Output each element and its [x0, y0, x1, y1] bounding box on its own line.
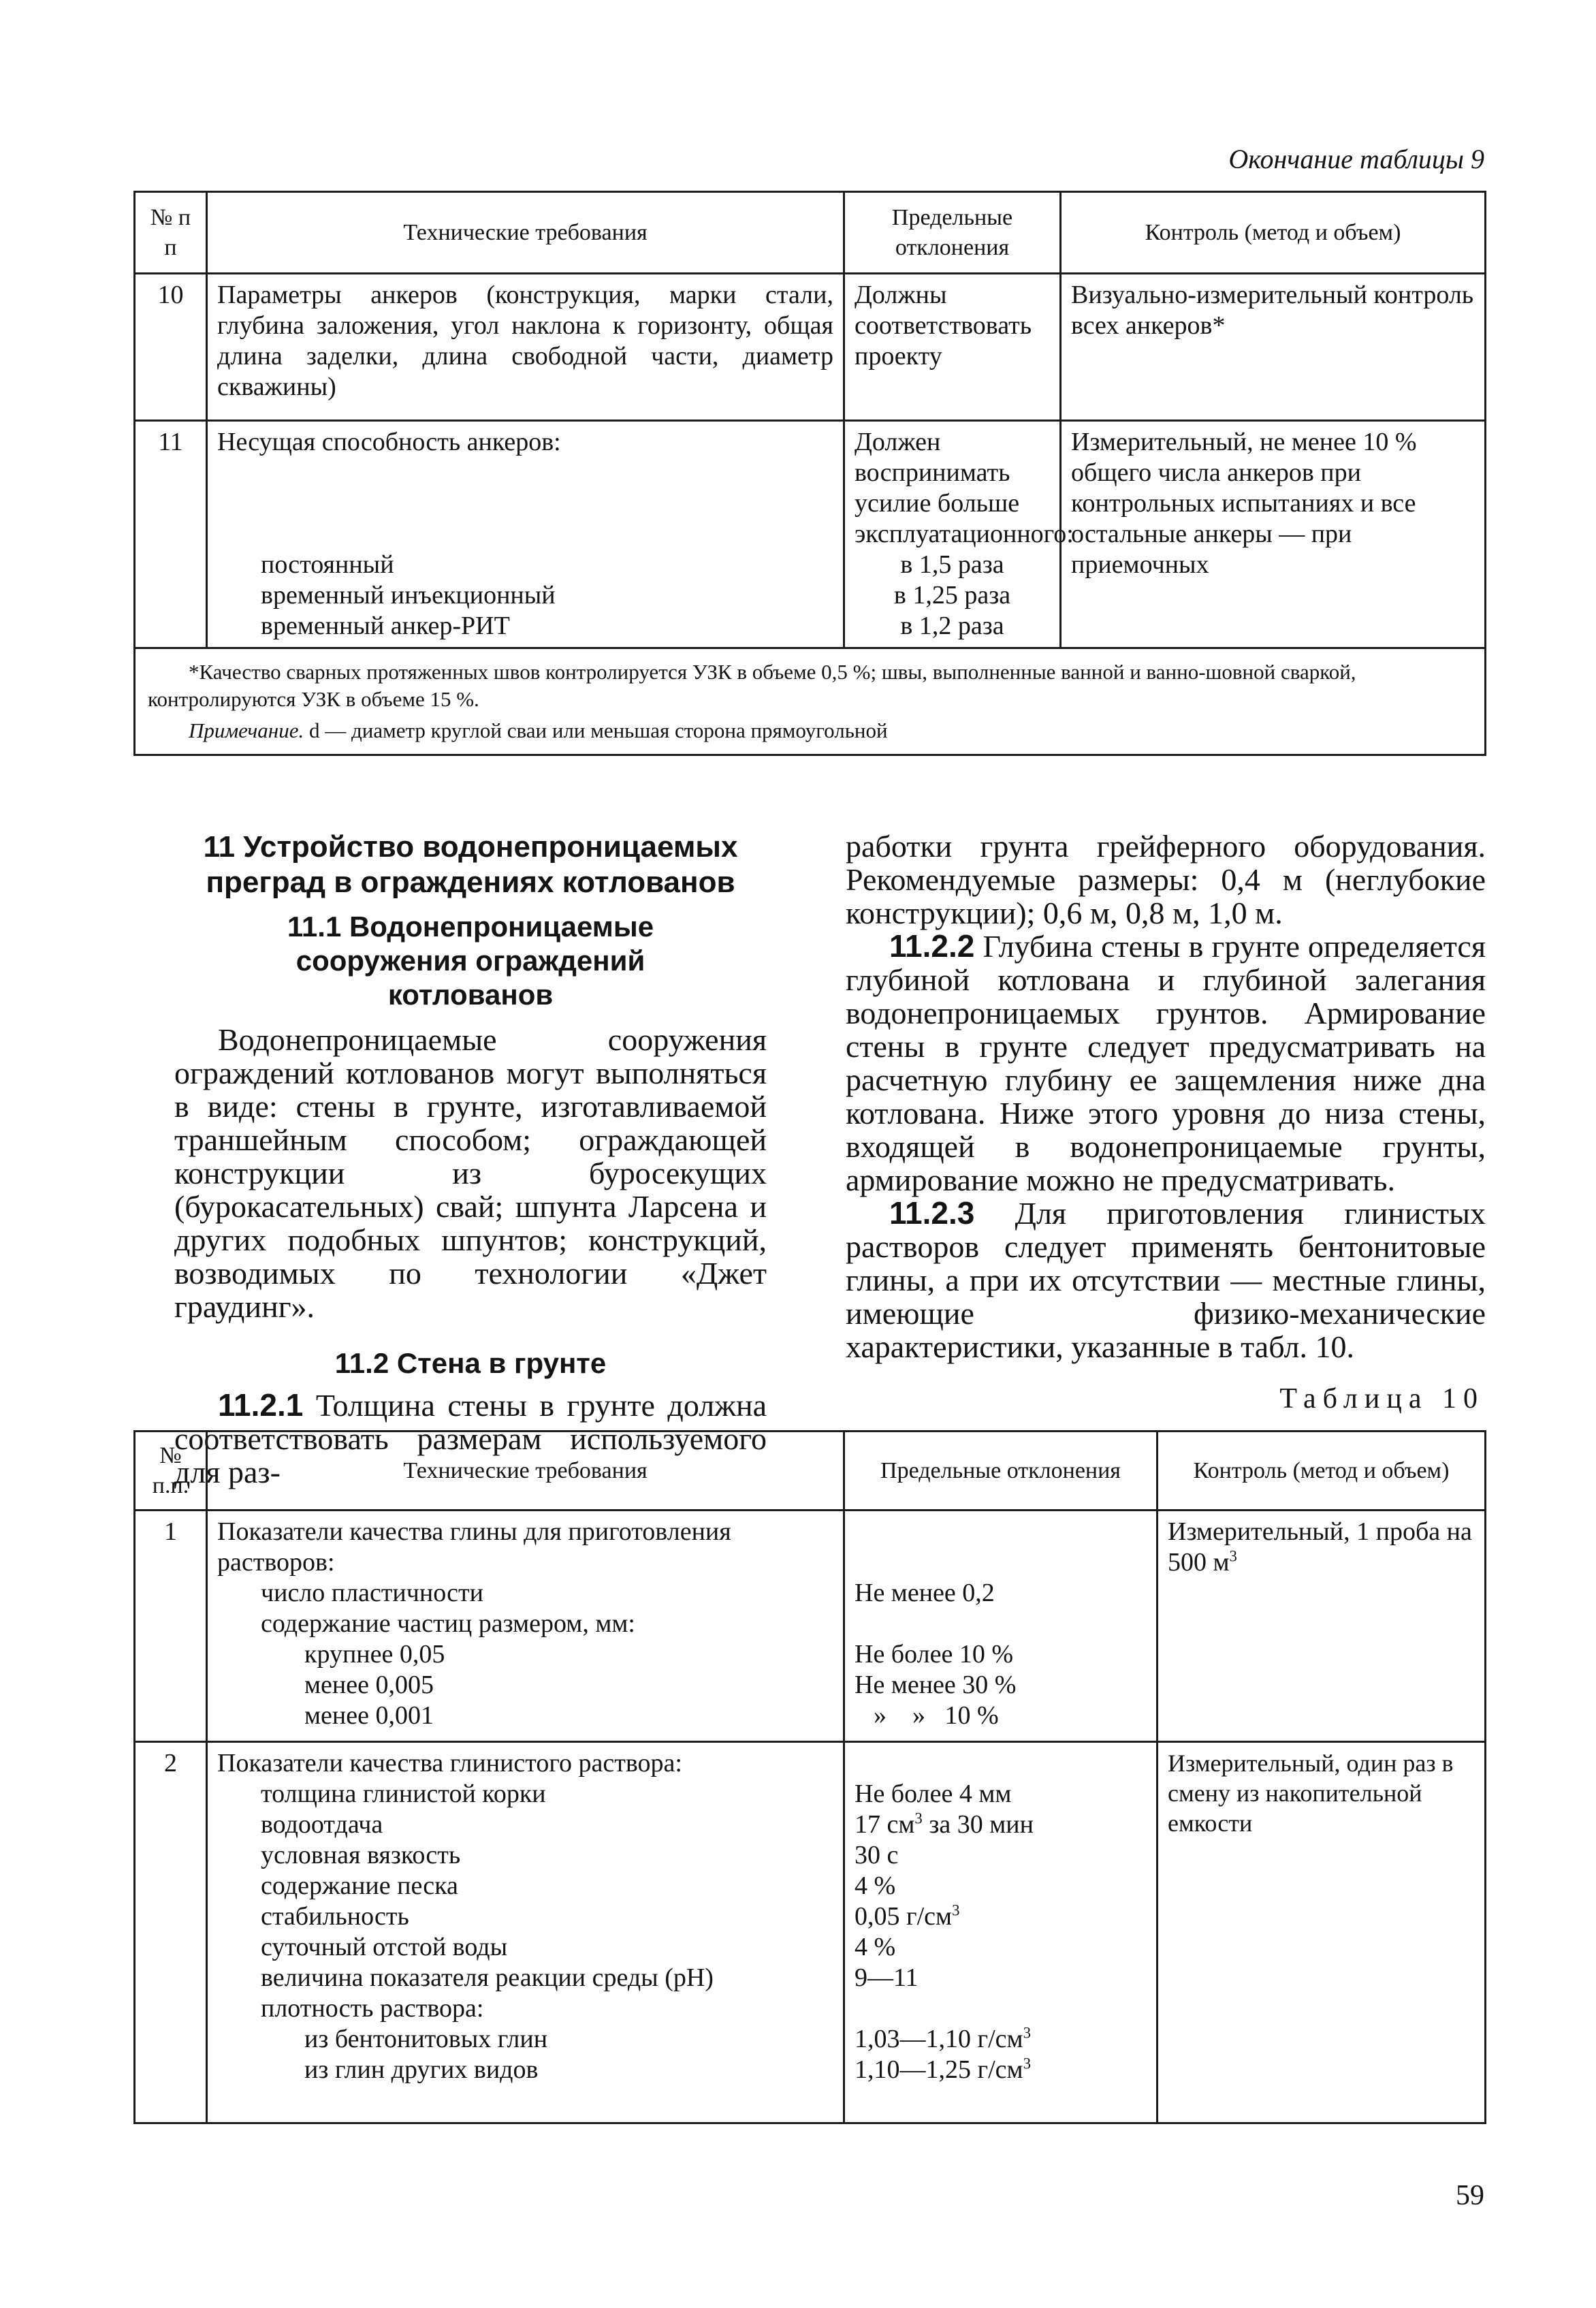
- row-number: 10: [135, 274, 207, 421]
- page-number: 59: [1456, 2180, 1484, 2211]
- table9-notes-row: [135, 648, 1486, 755]
- table10-header-control: Контроль (метод и объем): [1158, 1432, 1486, 1511]
- table9-header-num: № п п: [135, 192, 207, 274]
- paragraph-text: Глубина стены в грунте определяется глубиной котлована и глубиной залегания водонепроницаемых грунтов. Армирование стены в грунте следует предусматривать на расчетную глубину ее защемления ниже дна котлована. Ниже этого уровня до низа стены, входящей в водонепроницаемые грунты, армирование можно не предусматривать.: [846, 929, 1486, 1197]
- subsection-11-1-text: Водонепроницаемые сооружения ограждений котлованов могут выполняться в виде: стены в грунте, изготавливаемой траншейным способом; ограждающей конструкции из буросекущих (бурокасательных) свай; шпунта Ларсена и других подобных шпунтов; конструкций, возводимых по технологии «Джет граудинг».: [174, 1022, 767, 1324]
- row-requirement: [207, 1742, 844, 2123]
- table10-header-requirements: Технические требования: [207, 1432, 844, 1511]
- requirement-item: условная вязкость: [261, 1841, 461, 1869]
- requirement-title: Показатели качества глинистого раствора:: [217, 1749, 682, 1777]
- requirement-item: стабильность: [261, 1902, 409, 1931]
- deviation-value: 1,10—1,25 $г/см^3$: [855, 2055, 1031, 2084]
- row-deviation: [844, 1742, 1158, 2123]
- row-control: Измерительный, не менее 10 % общего числа анкеров при контрольных испытаниях и все остальные анкеры — при приемочных: [1061, 421, 1486, 648]
- requirement-item: число пластичности: [261, 1579, 483, 1607]
- row-control: Измерительный, один раз в смену из накопительной емкости: [1158, 1742, 1486, 2123]
- table9-continuation-caption: Окончание таблицы 9: [1228, 144, 1484, 174]
- table9: [133, 191, 1486, 756]
- requirement-item: величина показателя реакции среды (рН): [261, 1963, 714, 1992]
- row-control: [1158, 1511, 1486, 1742]
- requirement-subitem: менее 0,005: [304, 1671, 434, 1699]
- requirement-subitem: менее 0,001: [304, 1701, 434, 1730]
- requirement-item: содержание частиц размером, мм:: [261, 1609, 635, 1638]
- table9-header-control: Контроль (метод и объем): [1061, 192, 1486, 274]
- deviation-value: 9—11: [855, 1963, 919, 1992]
- row-deviation: Должны соответствовать проекту: [844, 274, 1061, 421]
- deviation-value: Не менее 0,2: [855, 1579, 995, 1607]
- paragraph-number: 11.2.2: [889, 928, 975, 964]
- row-requirement: [207, 1511, 844, 1742]
- deviation-value: 4 %: [855, 1871, 896, 1900]
- table-row: [135, 421, 1486, 648]
- table9-header-deviations: Предельные отклонения: [844, 192, 1061, 274]
- table-row: [135, 1511, 1486, 1742]
- requirement-subitem: из бентонитовых глин: [304, 2025, 548, 2053]
- deviation-value: 4 %: [855, 1933, 896, 1961]
- table10-caption: Таблица 10: [1279, 1383, 1484, 1414]
- requirement-item: водоотдача: [261, 1810, 383, 1839]
- deviation-intro: Должен воспринимать усилие больше эксплуатационного:: [855, 428, 1074, 548]
- row-number: 2: [135, 1742, 207, 2123]
- requirement-item: содержание песка: [261, 1871, 458, 1900]
- row-requirement: [207, 421, 844, 648]
- note-label: Примечание.: [189, 718, 304, 742]
- paragraph-number: 11.2.3: [889, 1195, 975, 1231]
- table10-header-num: № п.п.: [135, 1432, 207, 1511]
- deviation-value: 0,05 $г/см^3$: [855, 1901, 960, 1931]
- control-text: Измерительный, 1 проба на 500 м: [1168, 1517, 1472, 1577]
- deviation-value: 30 с: [855, 1841, 899, 1869]
- requirement-item: суточный отстой воды: [261, 1933, 508, 1961]
- deviation-value: Не более 10 %: [855, 1640, 1013, 1669]
- table-row: [135, 274, 1486, 421]
- table10: [133, 1430, 1486, 2124]
- subsection-heading-11-2: 11.2 Стена в грунте: [334, 1347, 607, 1379]
- table9-header-requirements: Технические требования: [207, 192, 844, 274]
- requirement-item: временный инъекционный: [261, 581, 556, 610]
- requirement-item: толщина глинистой корки: [261, 1780, 546, 1808]
- note-text: d — диаметр круглой сваи или меньшая сторона прямоугольной: [308, 718, 888, 742]
- paragraph-text: Толщина стены в грунте должна соответствовать размерам используемого для раз-: [174, 1388, 767, 1489]
- row-deviation: [844, 421, 1074, 648]
- row-requirement: Параметры анкеров (конструкция, марки стали, глубина заложения, угол наклона к горизонту, общая длина заделки, длина свободной части, диаметр скважины): [207, 274, 844, 421]
- table10-header-deviations: Предельные отклонения: [844, 1432, 1158, 1511]
- requirement-subitem: крупнее 0,05: [304, 1640, 445, 1669]
- subsection-heading-11-1: 11.1 Водонепроницаемые сооружения ограждений котлованов: [287, 911, 654, 1011]
- paragraph-number: 11.2.1: [218, 1387, 304, 1423]
- row-number: 11: [135, 421, 207, 648]
- right-column: [846, 829, 1486, 1363]
- deviation-value: Не менее 30 %: [855, 1671, 1017, 1699]
- deviation-item: в 1,25 раза: [893, 581, 1011, 610]
- paragraph-text: Для приготовления глинистых растворов следует применять бентонитовые глины, а при их отсутствии — местные глины, имеющие физико-механические характеристики, указанные в табл. 10.: [846, 1196, 1486, 1364]
- requirement-item: временный анкер-РИТ: [261, 612, 510, 640]
- deviation-item: в 1,2 раза: [900, 612, 1004, 640]
- requirement-item: плотность раствора:: [261, 1994, 484, 2023]
- requirement-item: постоянный: [261, 550, 394, 579]
- requirement-title: Несущая способность анкеров:: [217, 428, 561, 456]
- table-row: [135, 1742, 1486, 2123]
- table9-footnote: *Качество сварных протяженных швов контролируется УЗК в объеме 0,5 %; швы, выполненные ванной и ванно-шовной сваркой, контролируются УЗК в объеме 15 %.: [148, 660, 1356, 711]
- deviation-value: » » 10 %: [874, 1701, 999, 1730]
- row-control: Визуально-измерительный контроль всех анкеров*: [1061, 274, 1486, 421]
- control-sup: 3: [1229, 1547, 1237, 1565]
- deviation-item: в 1,5 раза: [900, 550, 1004, 579]
- deviation-value: 1,03—1,10 $г/см^3$: [855, 2024, 1031, 2053]
- deviation-value: Не более 4 мм: [855, 1780, 1012, 1808]
- paragraph-continuation: работки грунта грейферного оборудования. Рекомендуемые размеры: 0,4 м (неглубокие конструкции); 0,6 м, 0,8 м, 1,0 м.: [846, 829, 1486, 930]
- section-heading: 11 Устройство водонепроницаемых преград в ограждениях котлованов: [203, 830, 738, 899]
- left-column: [174, 829, 767, 1489]
- row-number: 1: [135, 1511, 207, 1742]
- row-deviation: [844, 1511, 1158, 1742]
- requirement-title: Показатели качества глины для приготовления растворов:: [217, 1517, 731, 1577]
- deviation-value: 17 $см^3$ за 30 мин: [855, 1809, 1034, 1839]
- requirement-subitem: из глин других видов: [304, 2055, 539, 2084]
